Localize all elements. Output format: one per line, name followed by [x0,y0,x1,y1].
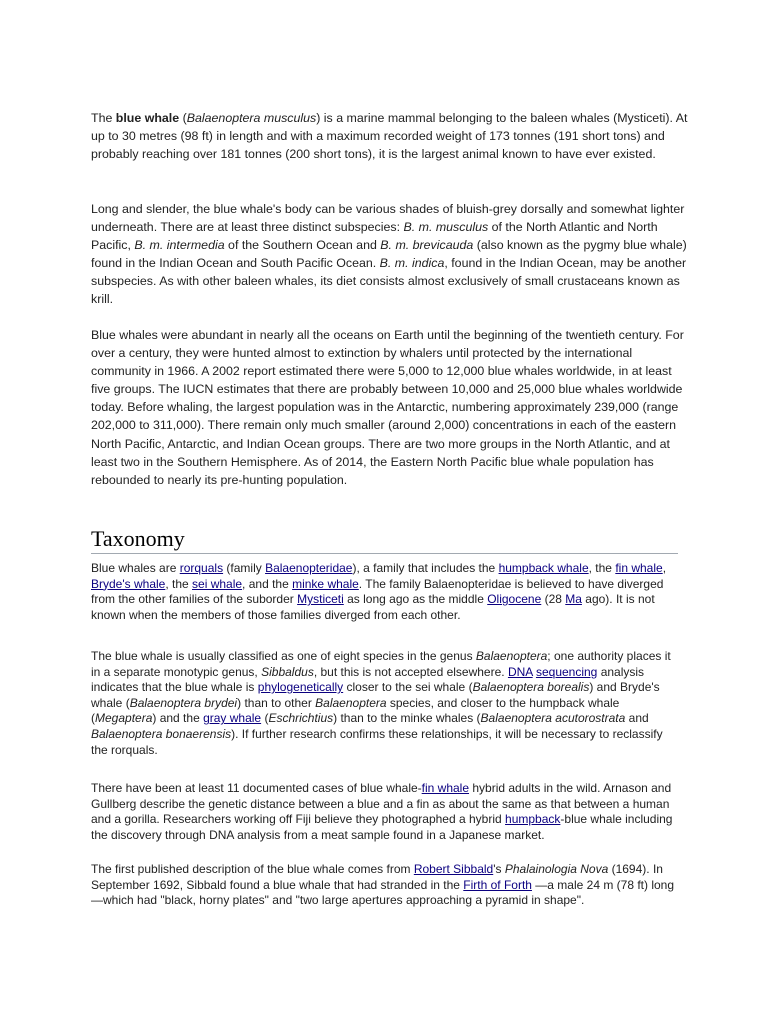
link-fin-whale[interactable]: fin whale [615,561,663,575]
text-span: as long ago as the middle [343,592,488,607]
text-span: , and the [242,576,293,591]
link-phylogenetically[interactable]: phylogenetically [257,680,344,695]
genus-name: Sibbaldus [261,664,314,679]
text-span: (also known as the pygmy blue whale) found in the Indian Ocean and South Pacific Ocean. [91,238,687,271]
intro-paragraph-1 [91,109,691,163]
book-title: Phalainologia Nova [504,862,609,876]
text-span: of the North Atlantic and North Pacific, [91,220,658,253]
species-name: Balaenoptera brydei [129,695,238,710]
text-span: ) than to the minke whales ( [333,711,481,726]
subspecies-name: B. m. brevicauda [380,238,474,253]
text-span: closer to the sei whale ( [343,680,473,695]
genus-name: Megaptera [95,711,153,726]
text-span: The first published description of the blue whale comes from [91,862,414,876]
subspecies-name: B. m. musculus [403,220,489,235]
taxonomy-heading: Taxonomy [91,526,678,554]
taxonomy-paragraph-4 [91,862,681,909]
link-balaenopteridae[interactable]: Balaenopteridae [265,561,353,575]
text-span: , the [588,561,616,575]
link-humpback-whale[interactable]: humpback whale [498,561,589,575]
taxonomy-paragraph-2 [91,649,681,758]
species-name: Balaenoptera bonaerensis [91,726,232,741]
text-span: analysis indicates that the blue whale is [91,664,645,695]
taxonomy-paragraph-3 [91,781,681,843]
genus-name: Balaenoptera [315,695,387,710]
scientific-name: Balaenoptera musculus [186,111,317,125]
text-span: ). If further research confirms these relationships, it will be necessary to reclassify the rorquals. [91,726,663,757]
text-span: Long and slender, the blue whale's body can be various shades of bluish-grey dorsally and somewhat lighter underneath. There are at least three distinct subspecies: [91,202,685,235]
text-span: of the Southern Ocean and [224,238,381,253]
text-span: ; one authority places it in a separate monotypic genus, [91,649,671,679]
link-sequencing[interactable]: sequencing [535,664,598,679]
link-oligocene[interactable]: Oligocene [487,592,542,607]
text-span: ) and Bryde's whale ( [91,680,660,710]
link-humpback[interactable]: humpback [505,812,561,827]
text-span: 's [493,862,505,876]
genus-name: Balaenoptera [475,649,548,663]
text-span: There have been at least 11 documented cases of blue whale- [91,781,422,795]
text-span: ) is a marine mammal belonging to the baleen whales (Mysticeti). At up to 30 metres (98 ft) in length and with a maximum recorded weight of 173 tonnes (191 short tons) and probably reaching over 181 tonnes (200 short tons), it is the largest animal known to have ever existed. [91,111,688,162]
link-mysticeti[interactable]: Mysticeti [297,592,344,607]
text-span: ago). It is not known when the members of those families diverged from each other. [91,592,655,622]
subspecies-name: B. m. indica [379,256,445,271]
text-span: and [625,711,649,726]
text-span: Blue whales are [91,561,180,575]
text-span: , but this is not accepted elsewhere. [313,664,508,679]
text-span: ( [261,711,269,726]
text-span: ) and the [152,711,204,726]
text-span: The blue whale is usually classified as one of eight species in the genus [91,649,476,663]
link-brydes-whale[interactable]: Bryde's whale [91,576,166,591]
species-name: Balaenoptera acutorostrata [480,711,626,726]
intro-paragraph-2 [91,200,691,309]
link-robert-sibbald[interactable]: Robert Sibbald [413,862,494,876]
text-span: ( [179,111,187,125]
text-span: . The family Balaenopteridae is believed to have diverged from the other families of the suborder [91,576,664,607]
link-fin-whale[interactable]: fin whale [421,781,470,795]
bold-term: blue whale [115,111,180,125]
genus-name: Eschrichtius [268,711,334,726]
intro-paragraph-3: Blue whales were abundant in nearly all the oceans on Earth until the beginning of the twentieth century. For over a century, they were hunted almost to extinction by whalers until protected by the international community in 1966. A 2002 report estimated there were 5,000 to 12,000 blue whales worldwide, in at least five groups. The IUCN estimates that there are probably between 10,000 and 25,000 blue whales worldwide today. Before whaling, the largest population was in the Antarctic, numbering approximately 239,000 (range 202,000 to 311,000). There remain only much smaller (around 2,000) concentrations in each of the eastern North Pacific, Antarctic, and Indian Ocean groups. There are two more groups in the North Atlantic, and at least two in the Southern Hemisphere. As of 2014, the Eastern North Pacific blue whale population has rebounded to nearly its pre-hunting population. [91,328,684,487]
text-span: -blue whale including the discovery through DNA analysis from a meat sample found in a Japanese market. [91,812,673,842]
text-span: , [662,561,667,575]
text-span: hybrid adults in the wild. Arnason and Gullberg describe the genetic distance between a blue and a fin as about the same as that between a human and a gorilla. Researchers working off Fiji believe they photographed a hybrid [91,781,672,827]
species-name: Balaenoptera borealis [472,680,590,695]
text-span: (family [223,561,266,575]
link-gray-whale[interactable]: gray whale [203,711,262,726]
link-rorquals[interactable]: rorquals [179,561,224,575]
taxonomy-paragraph-1 [91,561,681,623]
subspecies-name: B. m. intermedia [134,238,225,253]
text-span: species, and closer to the humpback whale ( [91,695,620,726]
text-span: —a male 24 m (78 ft) long—which had "black, horny plates" and "two large apertures approaching a pyramid in shape". [91,877,675,908]
link-sei-whale[interactable]: sei whale [192,576,243,591]
text-span: (28 [541,592,566,607]
text-span: (1694). In September 1692, Sibbald found a blue whale that had stranded in the [91,862,663,892]
text-span: , the [165,576,193,591]
text-span: ), a family that includes the [352,561,499,575]
link-minke-whale[interactable]: minke whale [292,576,359,591]
text-span: , found in the Indian Ocean, may be another subspecies. As with other baleen whales, its diet consists almost exclusively of small crustaceans known as krill. [91,256,687,307]
text-span: ) than to other [237,695,316,710]
link-ma[interactable]: Ma [565,592,582,607]
link-firth-of-forth[interactable]: Firth of Forth [463,877,532,892]
link-dna[interactable]: DNA [507,664,533,679]
text-span: The [91,111,116,125]
